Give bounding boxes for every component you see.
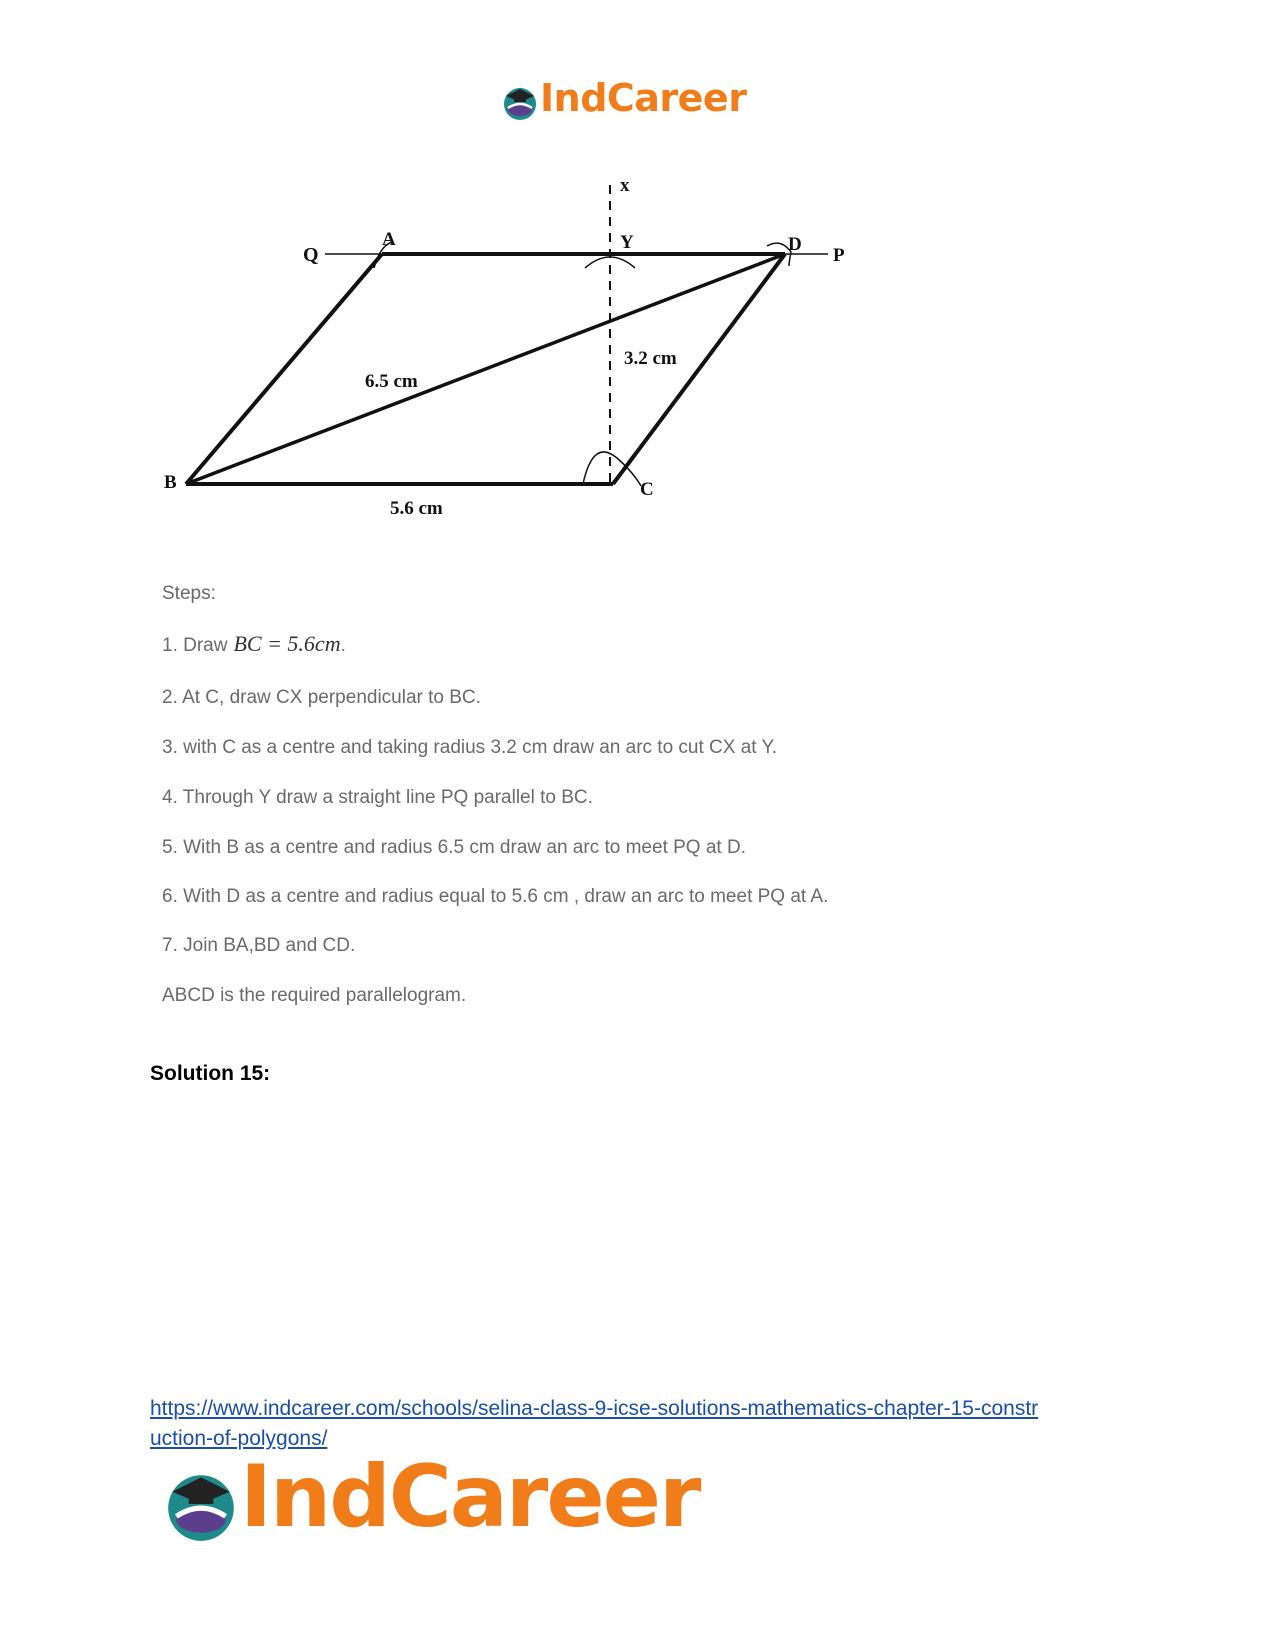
- side-ba: [186, 254, 382, 484]
- steps-heading: Steps:: [162, 583, 216, 604]
- graduation-cap-globe-icon: [160, 1463, 242, 1545]
- label-x: x: [620, 175, 630, 196]
- label-c: C: [640, 479, 654, 500]
- step-1-suffix: .: [340, 635, 346, 656]
- parallelogram-construction-figure: [150, 170, 910, 550]
- step-4: 4. Through Y draw a straight line PQ parallel to BC.: [162, 787, 593, 808]
- step-3: 3. with C as a centre and taking radius 3.2 cm draw an arc to cut CX at Y.: [162, 737, 778, 758]
- source-link-line-1[interactable]: https://www.indcareer.com/schools/selina-class-9-icse-solutions-mathematics-chapter-15-constr: [150, 1397, 1039, 1420]
- step-1-equation: BC = 5.6cm: [233, 631, 341, 656]
- label-d: D: [788, 234, 802, 255]
- steps-conclusion: ABCD is the required parallelogram.: [162, 985, 467, 1006]
- graduation-cap-globe-icon: [500, 82, 540, 122]
- label-base: 5.6 cm: [390, 498, 443, 519]
- footer-logo-text: IndCareer: [240, 1447, 700, 1547]
- label-p: P: [833, 245, 845, 266]
- step-6: 6. With D as a centre and radius equal to 5.6 cm , draw an arc to meet PQ at A.: [162, 886, 829, 907]
- label-y: Y: [620, 232, 634, 253]
- label-a: A: [382, 229, 396, 250]
- label-b: B: [164, 472, 177, 493]
- label-q: Q: [303, 244, 319, 266]
- footer-logo: [160, 1447, 720, 1555]
- label-diagonal: 6.5 cm: [365, 371, 418, 392]
- solution-heading: Solution 15:: [150, 1062, 271, 1085]
- source-link-line-2[interactable]: uction-of-polygons/: [150, 1427, 328, 1450]
- source-link[interactable]: [150, 1394, 1150, 1454]
- step-5: 5. With B as a centre and radius 6.5 cm draw an arc to meet PQ at D.: [162, 837, 746, 858]
- label-height: 3.2 cm: [624, 348, 677, 369]
- step-1: [162, 631, 346, 657]
- step-7: 7. Join BA,BD and CD.: [162, 935, 356, 956]
- diagonal-bd: [186, 254, 785, 484]
- header-logo: [500, 78, 780, 128]
- step-1-prefix: 1. Draw: [162, 635, 228, 656]
- step-2: 2. At C, draw CX perpendicular to BC.: [162, 687, 481, 708]
- logo-text: IndCareer: [540, 76, 747, 120]
